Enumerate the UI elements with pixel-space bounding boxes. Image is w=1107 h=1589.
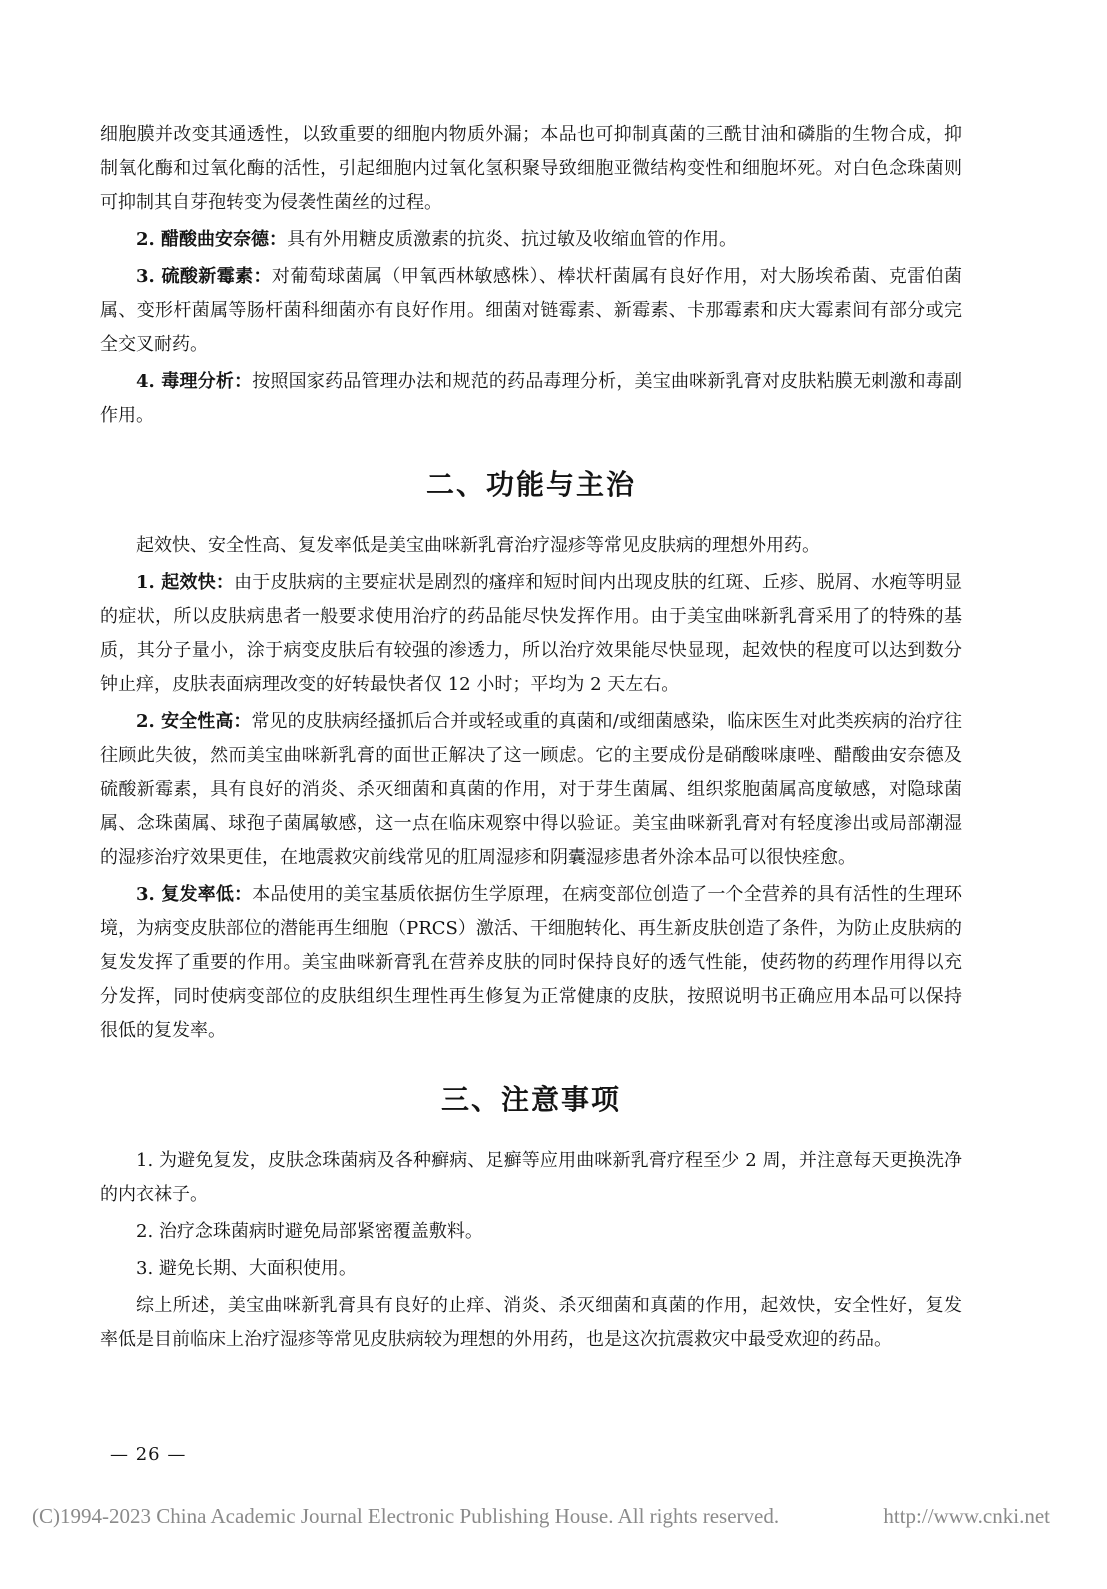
paragraph-intro: 起效快、安全性高、复发率低是美宝曲咪新乳膏治疗湿疹等常见皮肤病的理想外用药。	[136, 535, 820, 556]
page-number: — 26 —	[110, 1444, 187, 1465]
precaution-item: 3. 避免长期、大面积使用。	[136, 1258, 357, 1279]
item-lead: 3. 硫酸新霉素：	[136, 266, 272, 287]
paragraph-triamcinolone	[100, 223, 962, 257]
paragraph-high-safety	[100, 705, 962, 875]
item-lead: 2. 安全性高：	[136, 711, 252, 732]
paragraph-neomycin	[100, 260, 962, 362]
item-text: 本品使用的美宝基质依据仿生学原理，在病变部位创造了一个全营养的具有活性的生理环境，为病变皮肤部位的潜能再生细胞（PRCS）激活、干细胞转化、再生新皮肤创造了条件，为防止皮肤病的复发发挥了重要的作用。美宝曲咪新膏乳在营养皮肤的同时保持良好的透气性能，使药物的药理作用得以充分发挥，同时使病变部位的皮肤组织生理性再生修复为正常健康的皮肤，按照说明书正确应用本品可以保持很低的复发率。	[100, 884, 962, 1041]
paragraph-low-recurrence	[100, 878, 962, 1048]
section-heading-functions: 二、功能与主治	[425, 468, 636, 501]
item-lead: 2. 醋酸曲安奈德：	[136, 229, 288, 250]
paragraph-summary: 综上所述，美宝曲咪新乳膏具有良好的止痒、消炎、杀灭细菌和真菌的作用，起效快，安全性好，复发率低是目前临床上治疗湿疹等常见皮肤病较为理想的外用药，也是这次抗震救灾中最受欢迎的药品。	[100, 1295, 962, 1350]
item-lead: 4. 毒理分析：	[136, 371, 253, 392]
page-body	[100, 118, 962, 1360]
item-lead: 1. 起效快：	[136, 572, 235, 593]
item-text: 常见的皮肤病经搔抓后合并或轻或重的真菌和/或细菌感染，临床医生对此类疾病的治疗往往顾此失彼，然而美宝曲咪新乳膏的面世正解决了这一顾虑。它的主要成份是硝酸咪康唑、醋酸曲安奈德及硫酸新霉素，具有良好的消炎、杀灭细菌和真菌的作用，对于芽生菌属、组织浆胞菌属高度敏感，对隐球菌属、念珠菌属、球孢子菌属敏感，这一点在临床观察中得以验证。美宝曲咪新乳膏对有轻度渗出或局部潮湿的湿疹治疗效果更佳，在地震救灾前线常见的肛周湿疹和阴囊湿疹患者外涂本品可以很快痊愈。	[100, 711, 963, 868]
paragraph-toxicology	[100, 365, 962, 433]
footer-url: http://www.cnki.net	[883, 1504, 1050, 1528]
section-heading-precautions: 三、注意事项	[440, 1083, 621, 1116]
paragraph-continuation: 细胞膜并改变其通透性，以致重要的细胞内物质外漏；本品也可抑制真菌的三酰甘油和磷脂的生物合成，抑制氧化酶和过氧化酶的活性，引起细胞内过氧化氢积聚导致细胞亚微结构变性和细胞坏死。对白色念珠菌则可抑制其自芽孢转变为侵袭性菌丝的过程。	[100, 124, 962, 213]
item-text: 对葡萄球菌属（甲氧西林敏感株）、棒状杆菌属有良好作用，对大肠埃希菌、克雷伯菌属、变形杆菌属等肠杆菌科细菌亦有良好作用。细菌对链霉素、新霉素、卡那霉素和庆大霉素间有部分或完全交叉耐药。	[100, 266, 963, 355]
item-text: 按照国家药品管理办法和规范的药品毒理分析，美宝曲咪新乳膏对皮肤粘膜无刺激和毒副作用。	[100, 371, 962, 426]
item-text: 由于皮肤病的主要症状是剧烈的瘙痒和短时间内出现皮肤的红斑、丘疹、脱屑、水疱等明显的症状，所以皮肤病患者一般要求使用治疗的药品能尽快发挥作用。由于美宝曲咪新乳膏采用了的特殊的基质，其分子量小，涂于病变皮肤后有较强的渗透力，所以治疗效果能尽快显现，起效快的程度可以达到数分钟止痒，皮肤表面病理改变的好转最快者仅 12 小时；平均为 2 天左右。	[100, 572, 962, 695]
copyright-text: (C)1994-2023 China Academic Journal Electronic Publishing House. All rights reserved.	[32, 1504, 780, 1528]
item-text: 具有外用糖皮质激素的抗炎、抗过敏及收缩血管的作用。	[287, 229, 738, 250]
precaution-item: 2. 治疗念珠菌病时避免局部紧密覆盖敷料。	[136, 1221, 483, 1242]
copyright-footer	[32, 1504, 1082, 1529]
precaution-item: 1. 为避免复发，皮肤念珠菌病及各种癣病、足癣等应用曲咪新乳膏疗程至少 2 周，并注意每天更换洗净的内衣袜子。	[100, 1150, 962, 1205]
paragraph-fast-onset	[100, 566, 962, 702]
item-lead: 3. 复发率低：	[136, 884, 253, 905]
